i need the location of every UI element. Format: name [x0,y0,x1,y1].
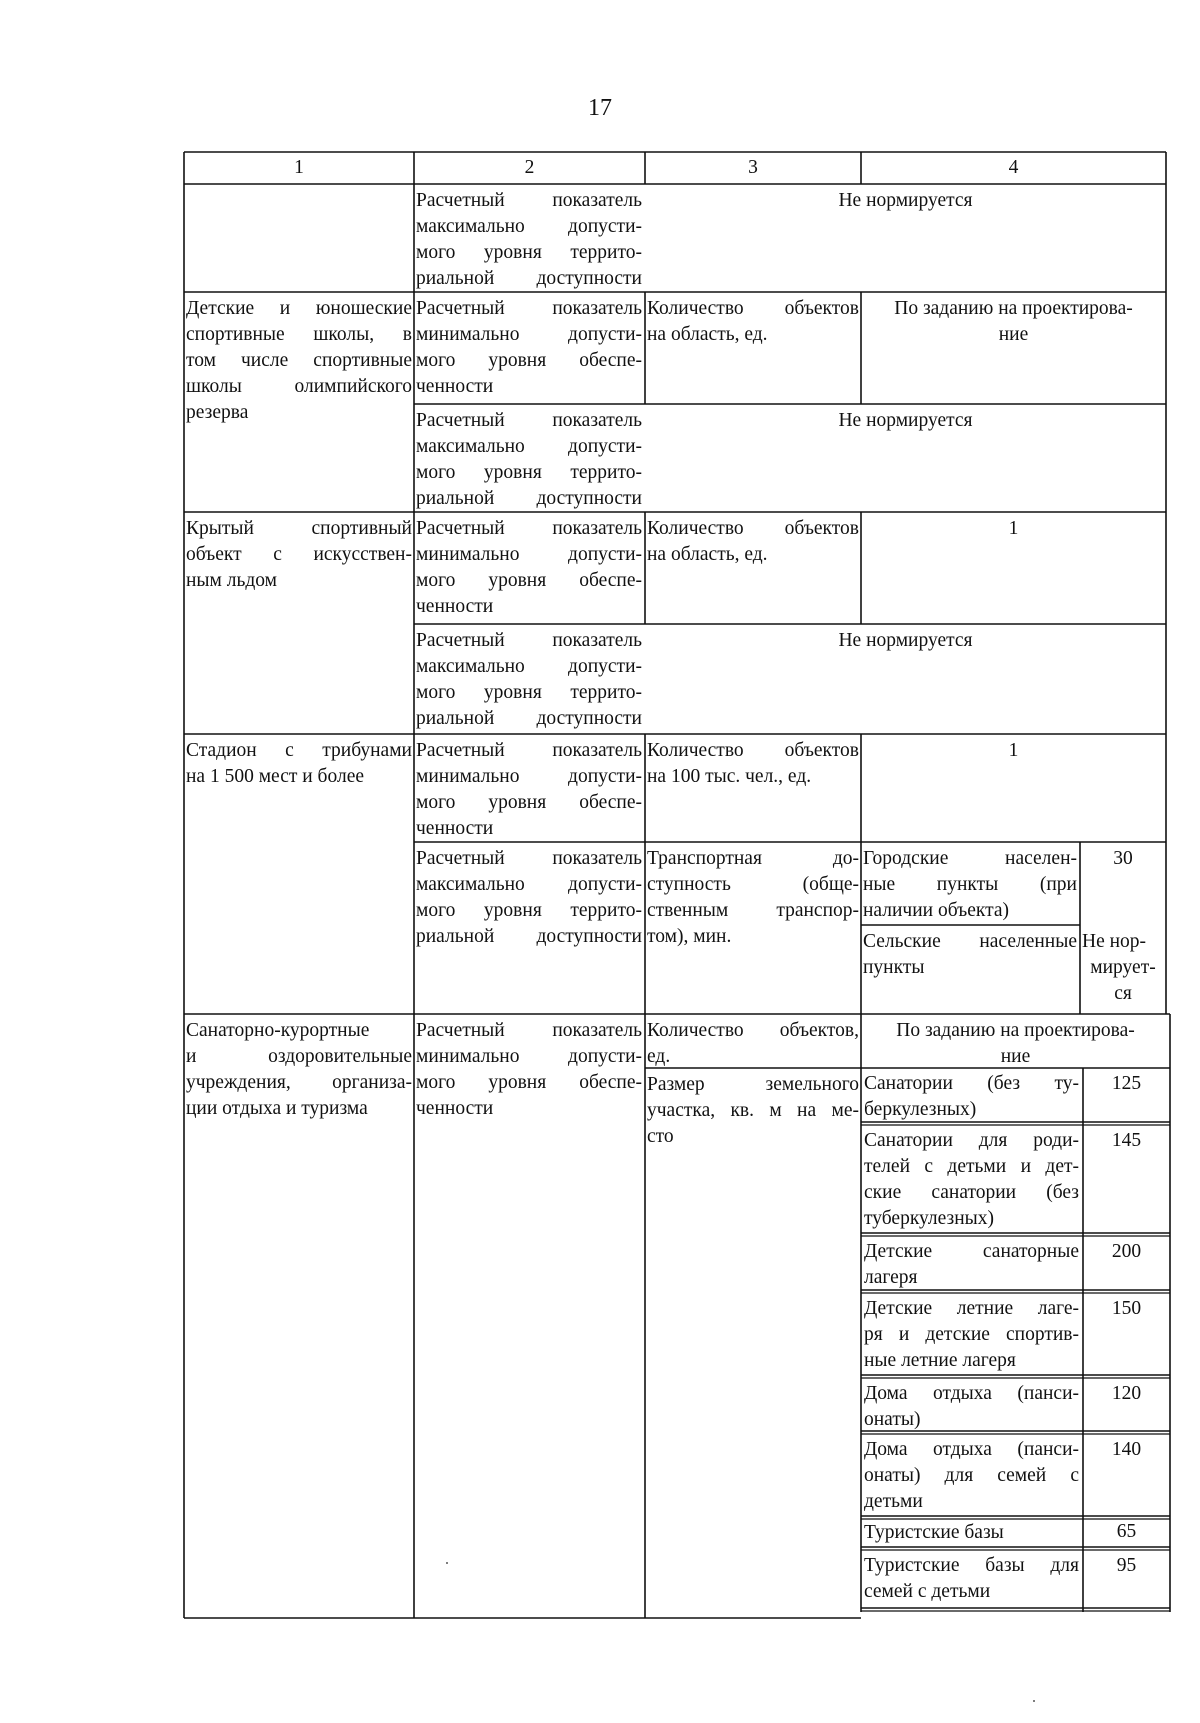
land-item-line: Санатории (без ту- [864,1073,1079,1094]
subcategory-line: наличии объекта) [863,900,1010,921]
value-text: 1 [1008,740,1019,761]
indicator-line: риальной доступности [416,708,642,729]
indicator-line: минимально допусти- [416,766,642,787]
unit-line: сто [647,1126,674,1147]
land-item-label [864,1553,1079,1605]
facility-name-line: и оздоровительные [186,1046,412,1067]
land-item-value: 125 [1111,1073,1142,1094]
unit-line: Транспортная до- [647,848,859,869]
subcategory-value: 30 [1113,848,1133,869]
indicator-line: мого уровня обеспе- [416,1072,642,1093]
land-item-line: беркулезных) [864,1099,977,1120]
land-item-value: 140 [1111,1439,1142,1460]
land-item-value: 95 [1116,1555,1137,1576]
value-cell [863,296,1164,348]
land-item-line: туберкулезных) [864,1208,995,1229]
land-item-line: Дома отдыха (панси- [864,1383,1079,1404]
indicator-min-cell [416,738,642,842]
indicator-line: Расчетный показатель [416,518,642,539]
unit-line: Количество объектов [647,740,859,761]
value-line: По заданию на проектирова- [894,298,1133,319]
land-item-label [864,1381,1079,1433]
unit-line: ступность (обще- [647,874,859,895]
facility-name-line: на 1 500 мест и более [186,766,365,787]
subcategory-value-line: ся [1114,983,1132,1004]
facility-name-line: учреждения, организа- [186,1072,412,1093]
unit-line: на 100 тыс. чел., ед. [647,766,812,787]
facility-name-line: Детские и юношеские [186,298,412,319]
facility-name-line: Санаторно-курортные [186,1020,370,1041]
facility-name-line: ции отдыха и туризма [186,1098,368,1119]
indicator-line: минимально допусти- [416,1046,642,1067]
facility-name-sport-schools [186,296,412,426]
land-item-label [864,1128,1079,1232]
value-line: ние [998,324,1029,345]
land-item-line: Санатории для роди- [864,1130,1079,1151]
facility-name-line: ным льдом [186,570,278,591]
indicator-max-cell [416,188,642,292]
indicator-line: мого уровня обеспе- [416,350,642,371]
facility-name-sanatorium [186,1018,412,1122]
unit-line: Размер земельного [647,1074,859,1095]
scan-speck [1033,1700,1035,1702]
not-normed-text: Не нормируется [838,410,973,431]
land-item-line: Туристские базы [864,1522,1004,1543]
indicator-line: мого уровня обеспе- [416,792,642,813]
scan-speck [446,1562,448,1564]
land-item-value: 120 [1111,1383,1142,1404]
land-item-label [864,1437,1079,1515]
subcategory-line: ные пункты (при [863,874,1077,895]
indicator-max-cell [416,628,642,732]
unit-line: ственным транспор- [647,900,859,921]
land-item-line: Дома отдыха (панси- [864,1439,1079,1460]
subcategory-value [1082,929,1164,1007]
land-item-value: 65 [1116,1521,1137,1542]
indicator-line: риальной доступности [416,268,642,289]
facility-name-ice [186,516,412,594]
unit-cell [647,1018,859,1070]
indicator-line: максимально допусти- [416,216,642,237]
unit-line: Количество объектов, [647,1020,859,1041]
land-item-label [864,1520,1079,1546]
page-number: 17 [588,95,612,121]
indicator-line: максимально допусти- [416,436,642,457]
column-header-2: 2 [524,157,535,178]
indicator-line: ченности [416,596,494,617]
facility-name-stadium [186,738,412,790]
land-item-line: телей с детьми и дет- [864,1156,1079,1177]
indicator-line: ченности [416,376,494,397]
indicator-line: риальной доступности [416,488,642,509]
land-item-line: ные летние лагеря [864,1350,1016,1371]
indicator-line: Расчетный показатель [416,848,642,869]
value-line: По заданию на проектирова- [896,1020,1135,1041]
subcategory-line: Городские населен- [863,848,1077,869]
subcategory-value-line: мирует- [1090,957,1156,978]
indicator-line: Расчетный показатель [416,630,642,651]
facility-name-line: резерва [186,402,249,423]
unit-cell [647,846,859,950]
indicator-line: мого уровня террито- [416,682,642,703]
indicator-line: максимально допусти- [416,874,642,895]
land-item-line: онаты) [864,1409,921,1430]
facility-name-line: Стадион с трибунами [186,740,412,761]
indicator-line: мого уровня террито- [416,900,642,921]
facility-name-line: объект с искусствен- [186,544,412,565]
land-item-line: Детские летние лаге- [864,1298,1079,1319]
land-item-line: Детские санаторные [864,1241,1079,1262]
indicator-line: ченности [416,818,494,839]
subcategory-line: пункты [863,957,925,978]
indicator-line: Расчетный показатель [416,298,642,319]
land-item-value: 150 [1111,1298,1142,1319]
unit-line: Количество объектов [647,518,859,539]
unit-line: на область, ед. [647,544,768,565]
land-item-line: Туристские базы для [864,1555,1079,1576]
value-text: 1 [1008,518,1019,539]
indicator-line: Расчетный показатель [416,1020,642,1041]
indicator-line: Расчетный показатель [416,190,642,211]
facility-name-line: школы олимпийского [186,376,412,397]
indicator-min-cell [416,516,642,620]
land-item-label [864,1296,1079,1374]
not-normed-text: Не нормируется [838,630,973,651]
indicator-max-cell [416,408,642,512]
value-line: ние [1000,1046,1031,1067]
indicator-min-cell [416,296,642,400]
column-header-3: 3 [748,157,758,178]
unit-line: на область, ед. [647,324,768,345]
not-normed-text: Не нормируется [838,190,973,211]
unit-cell [647,296,859,348]
land-item-line: онаты) для семей с [864,1465,1079,1486]
subcategory-line: Сельские населенные [863,931,1077,952]
indicator-max-cell [416,846,642,950]
land-item-label [864,1071,1079,1123]
land-item-label [864,1239,1079,1291]
subcategory-urban [863,846,1077,924]
indicator-line: Расчетный показатель [416,740,642,761]
unit-cell [647,738,859,790]
land-item-line: ря и детские спортив- [864,1324,1079,1345]
indicator-line: ченности [416,1098,494,1119]
indicator-line: риальной доступности [416,926,642,947]
subcategory-value-line: Не нор- [1082,931,1147,952]
indicator-line: мого уровня обеспе- [416,570,642,591]
unit-cell [647,516,859,568]
indicator-line: минимально допусти- [416,544,642,565]
value-cell [863,1018,1168,1070]
column-header-4: 4 [1008,157,1019,178]
facility-name-line: том числе спортивные [186,350,412,371]
unit-line: ед. [647,1046,671,1067]
indicator-line: минимально допусти- [416,324,642,345]
unit-line: участка, кв. м на ме- [647,1100,859,1121]
column-header-1: 1 [294,157,304,178]
subcategory-rural [863,929,1077,981]
indicator-line: мого уровня террито- [416,462,642,483]
land-item-line: лагеря [864,1267,918,1288]
facility-name-line: спортивные школы, в [186,324,412,345]
facility-name-line: Крытый спортивный [186,518,412,539]
land-item-line: ские санатории (без [864,1182,1079,1203]
unit-line: том), мин. [647,926,732,947]
indicator-line: мого уровня террито- [416,242,642,263]
unit-cell [647,1072,859,1150]
indicator-line: Расчетный показатель [416,410,642,431]
land-item-value: 200 [1111,1241,1142,1262]
land-item-line: детьми [864,1491,923,1512]
indicator-min-cell [416,1018,642,1122]
indicator-line: максимально допусти- [416,656,642,677]
land-item-line: семей с детьми [864,1581,991,1602]
unit-line: Количество объектов [647,298,859,319]
land-item-value: 145 [1111,1130,1142,1151]
